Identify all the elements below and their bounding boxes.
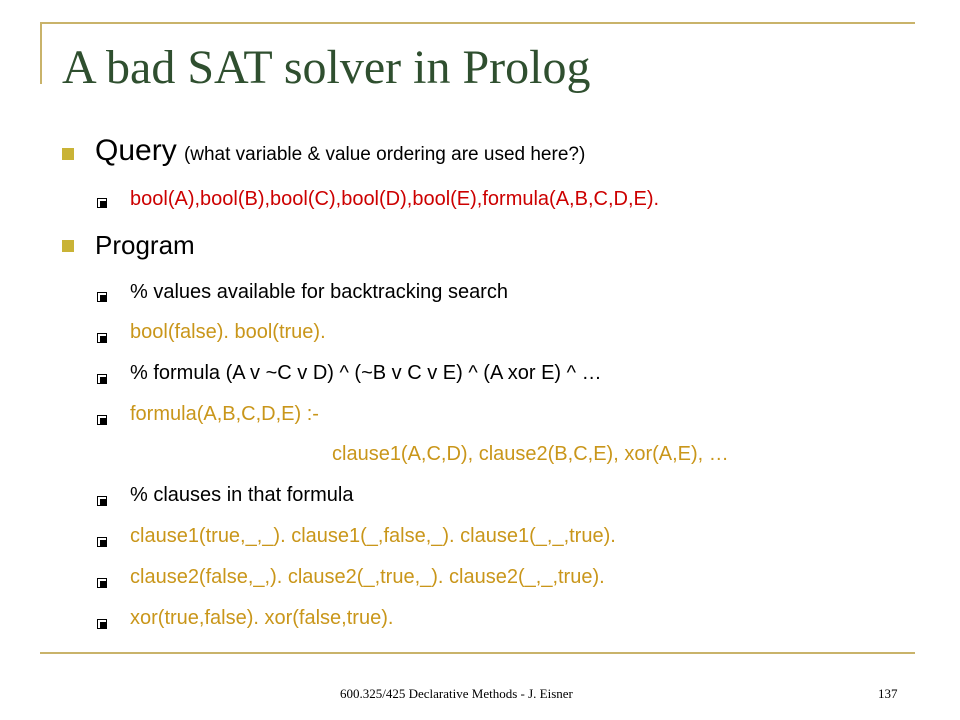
query-note: (what variable & value ordering are used here?) <box>183 144 586 165</box>
box-bullet-icon <box>97 292 107 302</box>
box-bullet-icon <box>97 578 107 588</box>
box-bullet-icon <box>97 415 107 425</box>
program-item-xor: xor(true,false). xor(false,true). <box>130 607 394 629</box>
square-bullet-icon <box>62 240 74 252</box>
box-bullet-icon <box>97 333 107 343</box>
query-item: bool(A),bool(B),bool(C),bool(D),bool(E),formula(A,B,C,D,E). <box>130 188 660 210</box>
program-item-comment-formula: % formula (A v ~C v D) ^ (~B v C v E) ^ (A xor E) ^ … <box>130 362 602 384</box>
square-bullet-icon <box>62 148 74 160</box>
program-heading: Program <box>95 230 195 260</box>
box-bullet-icon <box>97 619 107 629</box>
footer-divider <box>40 652 915 654</box>
program-item-formula-head: formula(A,B,C,D,E) :- <box>130 403 319 425</box>
slide-title: A bad SAT solver in Prolog <box>62 41 591 94</box>
program-item-clause1: clause1(true,_,_). clause1(_,false,_). clause1(_,_,true). <box>130 525 616 547</box>
frame-left-line <box>40 22 42 84</box>
program-item-clause2: clause2(false,_,). clause2(_,true,_). clause2(_,_,true). <box>130 566 605 588</box>
footer-text: 600.325/425 Declarative Methods - J. Eisner <box>340 686 573 701</box>
program-item-bool: bool(false). bool(true). <box>130 321 326 343</box>
box-bullet-icon <box>97 198 107 208</box>
page-number: 137 <box>878 686 898 701</box>
box-bullet-icon <box>97 374 107 384</box>
frame-top-line <box>40 22 915 24</box>
program-item-comment-clauses: % clauses in that formula <box>130 484 354 506</box>
program-item-formula-body: clause1(A,C,D), clause2(B,C,E), xor(A,E), … <box>332 443 729 465</box>
box-bullet-icon <box>97 496 107 506</box>
program-item-comment-values: % values available for backtracking search <box>130 281 508 303</box>
query-heading-row <box>95 134 585 168</box>
box-bullet-icon <box>97 537 107 547</box>
query-heading: Query <box>95 134 177 167</box>
